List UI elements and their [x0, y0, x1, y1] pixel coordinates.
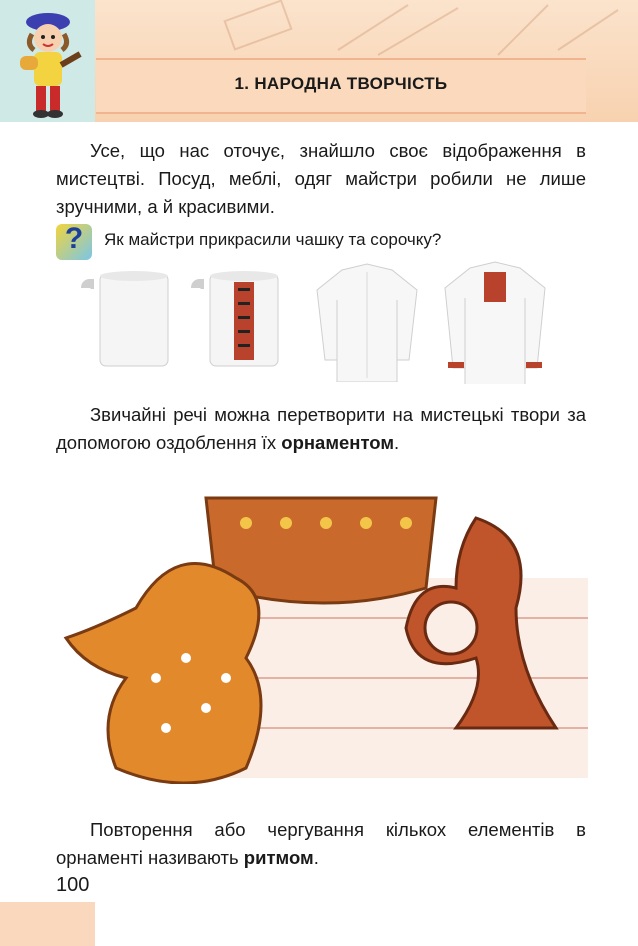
- ornament-term: орнаментом: [281, 432, 395, 453]
- ornament-text-end: .: [394, 432, 400, 453]
- intro-text: Усе, що нас оточує, знайшло своє відображення в мистецтві. Посуд, меблі, одяг майстри робили не лише зручними, а й красивими.: [56, 140, 586, 217]
- ornamented-cup-illustration: [186, 266, 286, 376]
- question-icon: [56, 224, 92, 260]
- rhythm-paragraph: [56, 816, 586, 872]
- question-badge-text: ?: [64, 222, 84, 255]
- plain-cup-illustration: [76, 266, 176, 376]
- page-number: 100: [56, 874, 90, 896]
- section-title: 1. НАРОДНА ТВОРЧІСТЬ: [234, 74, 448, 93]
- intro-paragraph: [56, 137, 586, 221]
- plain-shirt-illustration: [312, 260, 422, 382]
- rhythm-text-end: .: [313, 847, 319, 868]
- rhythm-term: ритмом: [243, 847, 314, 868]
- ornament-paragraph: [56, 401, 586, 457]
- rhythm-text: Повторення або чергування кількох елементів в орнаменті називають: [56, 819, 586, 868]
- art-tools-sketch: [78, 0, 638, 60]
- footer-band: [0, 902, 95, 946]
- embroidered-shirt-illustration: [440, 258, 550, 384]
- folk-ceramics-illustration: [56, 478, 588, 784]
- ornament-text: Звичайні речі можна перетворити на мистецькі твори за допомогою оздоблення їх: [56, 404, 586, 453]
- question-text: Як майстри прикрасили чашку та сорочку?: [104, 230, 442, 249]
- painter-mascot-illustration: [8, 6, 98, 122]
